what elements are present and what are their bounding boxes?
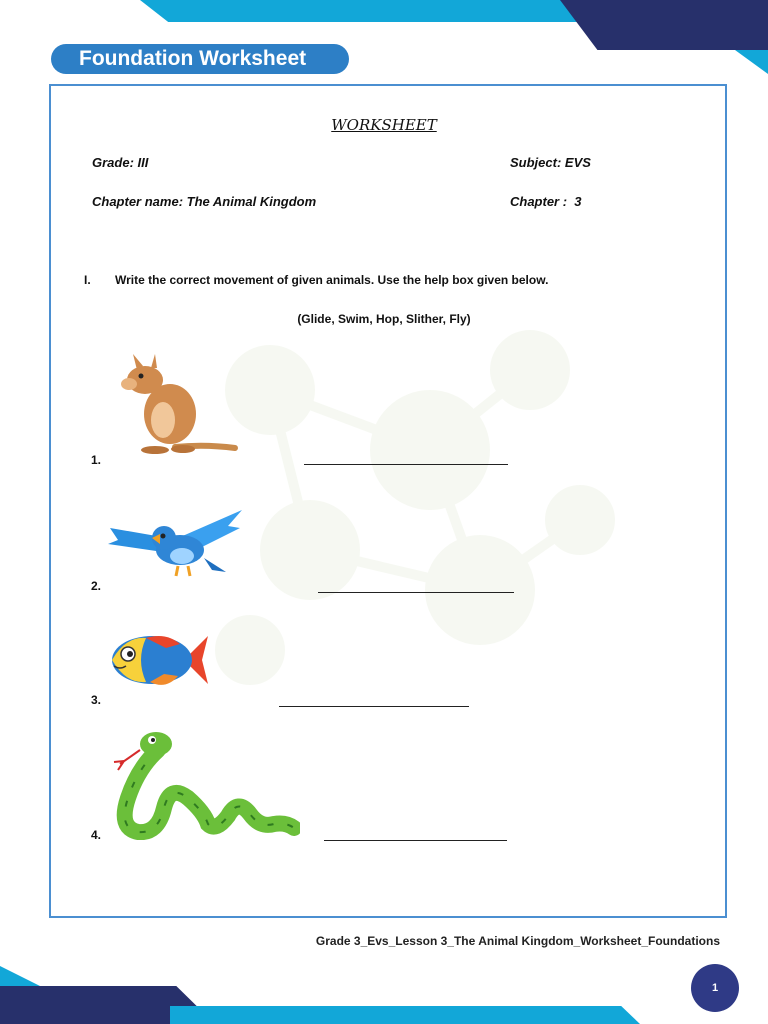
worksheet-title: WORKSHEET — [331, 116, 437, 134]
question-text: Write the correct movement of given animals. Use the help box given below. — [115, 273, 549, 287]
bird-image — [108, 508, 244, 578]
question-number: I. — [84, 273, 91, 287]
answer-line-3[interactable] — [279, 706, 469, 707]
page-number: 1 — [691, 964, 739, 1012]
item-number-2: 2. — [91, 579, 102, 593]
chapter-name-label: Chapter name: The Animal Kingdom — [92, 194, 317, 209]
bottom-light-stripe — [170, 1006, 640, 1024]
answer-line-2[interactable] — [318, 592, 514, 593]
footer-text: Grade 3_Evs_Lesson 3_The Animal Kingdom_Worksheet_Foundations — [315, 934, 720, 948]
answer-line-1[interactable] — [304, 464, 508, 465]
grade-label: Grade: III — [92, 155, 149, 170]
fish-image — [106, 630, 210, 690]
help-box: (Glide, Swim, Hop, Slither, Fly) — [297, 312, 471, 326]
kangaroo-image — [115, 352, 240, 457]
item-number-4: 4. — [91, 828, 102, 842]
top-light-stripe — [140, 0, 610, 22]
subject-label: Subject: EVS — [510, 155, 591, 170]
item-number-3: 3. — [91, 693, 102, 707]
item-number-1: 1. — [91, 453, 102, 467]
top-corner-triangle — [735, 50, 768, 74]
snake-image — [108, 728, 300, 840]
answer-line-4[interactable] — [324, 840, 507, 841]
worksheet-banner: Foundation Worksheet — [51, 44, 349, 74]
bottom-light-triangle — [0, 966, 40, 986]
chapter-number-label: Chapter : 3 — [510, 194, 582, 209]
top-dark-stripe — [560, 0, 768, 50]
